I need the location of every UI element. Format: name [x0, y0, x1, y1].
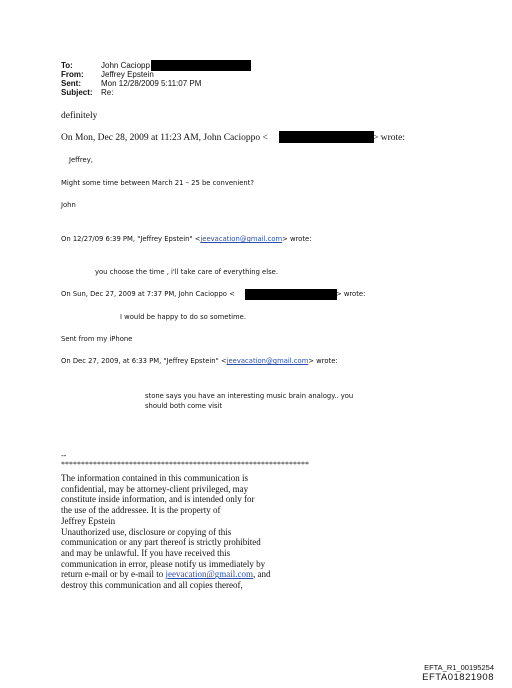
msg3-text: I would be happy to do so sometime.	[120, 313, 246, 321]
footer-stars: **************************************************************	[61, 460, 309, 469]
footer-dashes: --	[61, 451, 67, 460]
to-value: John Caciopp	[101, 61, 150, 70]
quote4-prefix: On Dec 27, 2009, at 6:33 PM, "Jeffrey Epstein" <	[61, 357, 227, 365]
disclaimer-line: destroy this communication and all copies thereof,	[61, 580, 243, 591]
to-label: To:	[61, 61, 73, 70]
bates-stamp-1: EFTA_R1_00195254	[424, 663, 494, 672]
quote1-prefix: On Mon, Dec 28, 2009 at 11:23 AM, John Cacioppo <	[61, 133, 268, 143]
bates-stamp-2: EFTA01821908	[422, 672, 494, 683]
disclaimer-suffix: , and	[252, 569, 271, 580]
msg2-text: you choose the time , i'll take care of everything else.	[95, 268, 279, 276]
disclaimer-line: Unauthorized use, disclosure or copying of this	[61, 526, 232, 537]
subject-value: Re:	[101, 88, 114, 97]
quote3-suffix: > wrote:	[336, 290, 366, 298]
disclaimer-line: communication in error, please notify us immediately by	[61, 558, 266, 569]
disclaimer-line: confidential, may be attorney-client privileged, may	[61, 483, 249, 494]
redaction-bar	[245, 289, 337, 300]
disclaimer-line: constitute inside information, and is intended only for	[61, 494, 255, 505]
subject-label: Subject:	[61, 88, 93, 97]
email-link[interactable]: jeevacation@gmail.com	[165, 569, 253, 580]
quote2-suffix: > wrote:	[282, 235, 312, 243]
disclaimer-line: Jeffrey Epstein	[61, 515, 116, 526]
email-link[interactable]: jeevacation@gmail.com	[226, 357, 309, 365]
quote2-prefix: On 12/27/09 6:39 PM, "Jeffrey Epstein" <	[61, 235, 201, 243]
greeting-text: Jeffrey,	[69, 156, 93, 164]
redaction-bar	[279, 131, 374, 143]
disclaimer-block	[61, 473, 361, 591]
quote2-line	[61, 235, 311, 244]
email-link[interactable]: jeevacation@gmail.com	[200, 235, 283, 243]
msg4-line2: should both come visit	[145, 402, 223, 410]
disclaimer-line: and may be unlawful. If you have received this	[61, 547, 231, 558]
disclaimer-line: the use of the addressee. It is the property of	[61, 505, 221, 516]
question-text: Might some time between March 21 – 25 be convenient?	[61, 179, 255, 187]
from-value: Jeffrey Epstein	[101, 70, 154, 79]
sent-from-text: Sent from my iPhone	[61, 335, 133, 343]
disclaimer-line: communication or any part thereof is strictly prohibited	[61, 537, 261, 548]
sent-value: Mon 12/28/2009 5:11:07 PM	[101, 79, 202, 88]
msg4-line1: stone says you have an interesting music brain analogy.. you	[145, 392, 354, 400]
redaction-bar	[151, 60, 251, 71]
disclaimer-prefix: return e-mail or by e-mail to	[61, 569, 166, 580]
quote4-line	[61, 357, 338, 366]
disclaimer-line: The information contained in this communication is	[61, 473, 248, 483]
disclaimer-line	[61, 569, 361, 580]
reply-text: definitely	[61, 111, 98, 121]
from-label: From:	[61, 70, 84, 79]
quote3-prefix: On Sun, Dec 27, 2009 at 7:37 PM, John Cacioppo <	[61, 290, 235, 298]
sent-label: Sent:	[61, 79, 81, 88]
quote4-suffix: > wrote:	[308, 357, 338, 365]
signoff-text: John	[61, 201, 76, 209]
quote1-suffix: > wrote:	[373, 133, 406, 143]
